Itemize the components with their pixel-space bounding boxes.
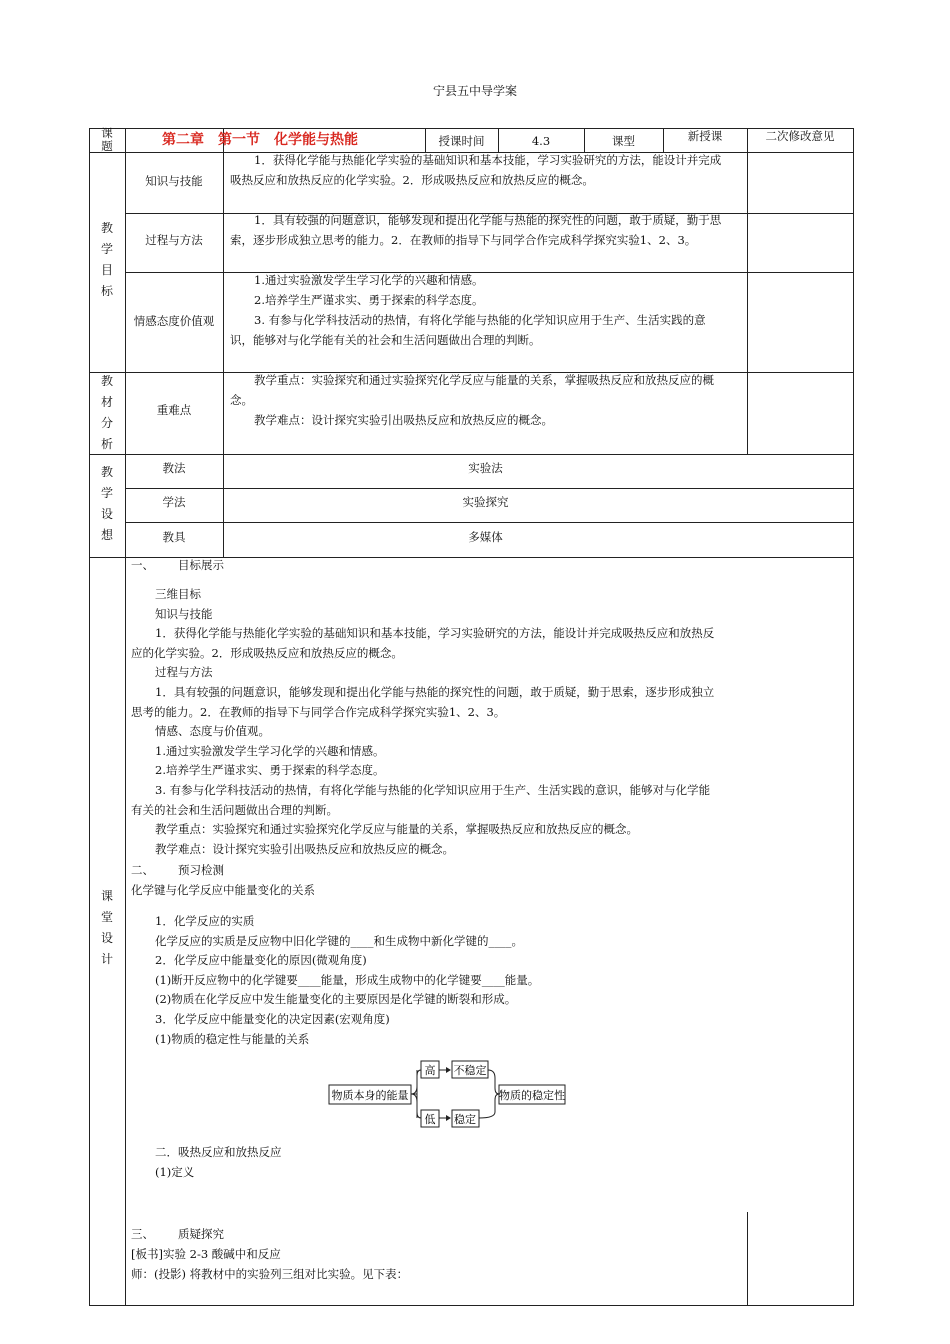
goals-section-label: 教学目标 [100,221,113,298]
lesson-topic: 第二章 第一节 化学能与热能 [162,132,358,148]
section2-number: 二、 [131,863,154,877]
diagram-center-text: 物质本身的能量 [331,1089,409,1102]
diagram-unstable-text: 不稳定 [453,1064,487,1077]
goal-label-emotion: 情感态度价值观 [133,314,215,328]
topic-label: 课题 [101,126,113,153]
diagram-low-text: 低 [424,1113,436,1126]
classroom-section-label: 课堂设计 [100,889,113,966]
design-section-label: 教学设想 [100,465,113,542]
type-value: 新授课 [687,129,723,143]
section3-number: 三、 [131,1227,154,1241]
section1-number: 一、 [131,558,154,572]
time-value: 4.3 [531,134,551,148]
design-label-tools: 教具 [162,530,186,544]
diagram-stable-text: 稳定 [454,1113,476,1126]
design-value-learning: 实验探究 [462,495,509,509]
design-value-tools: 多媒体 [468,530,503,544]
section2-title: 预习检测 [178,863,224,877]
section3-text: [板书]实验 2-3 酸碱中和反应 师：(投影) 将教材中的实验列三组对比实验。见下表： [131,1247,409,1281]
goal-label-process: 过程与方法 [145,233,203,247]
diagram-result-text: 物质的稳定性 [499,1089,565,1102]
revision-label: 二次修改意见 [765,129,835,143]
design-value-method: 实验法 [468,461,503,475]
section1-title: 目标展示 [178,558,224,572]
analysis-label: 重难点 [156,403,192,417]
goal-process-text: 1．具有较强的问题意识，能够发现和提出化学能与热能的探究性的问题，敢于质疑，勤于思 索，逐步形成独立思考的能力。2．在教师的指导下与同学合作完成科学探究实验1、2、3。 [230,213,722,247]
section2b-text: 二．吸热反应和放热反应 (1)定义 [155,1145,282,1179]
section3-title: 质疑探究 [178,1227,224,1241]
design-label-learning: 学法 [162,495,186,509]
section2-subtitle: 化学键与化学反应中能量变化的关系 [131,883,315,897]
analysis-section-label: 教材分析 [100,374,113,451]
stability-diagram [325,1056,575,1131]
goals-display-text: 三维目标 知识与技能 1．获得化学能与热能化学实验的基础知识和基本技能，学习实验研究的方法，能设计并完成吸热反应和放热反 应的化学实验。2．形成吸热反应和放热反应的概念。 过程与方法 1．具有较强的问题意识，能够发现和提出化学能与热能的探究性的问题，敢于质疑，勤于思索，逐步形成独立 思考的能力。2．在教师的指导下与同学合作完成科学探究实验1、2、3。 情感、态度与价值观。 1.通过实验激发学生学习化学的兴趣和情感。 2.培养学生严谨求实、勇于探索的科学态度。 3. 有参与化学科技活动的热情，有将化学能与热能的化学知识应用于生产、生活实践的意识，能够对与化学能 有关的社会和生活问题做出合理的判断。 教学重点：实验探究和通过实验探究化学反应与能量的关系，掌握吸热反应和放热反应的概念。 教学难点：设计探究实验引出吸热反应和放热反应的概念。 [131,587,715,856]
time-label: 授课时间 [438,134,485,148]
goal-label-knowledge: 知识与技能 [145,174,203,188]
design-label-method: 教法 [162,461,186,475]
goal-emotion-text: 1.通过实验激发学生学习化学的兴趣和情感。 2.培养学生严谨求实、勇于探索的科学态度。 3. 有参与化学科技活动的热情，有将化学能与热能的化学知识应用于生产、生活实践的意 识，能够对与化学能有关的社会和生活问题做出合理的判断。 [230,273,706,347]
type-label: 课型 [612,134,635,148]
goal-knowledge-text: 1．获得化学能与热能化学实验的基础知识和基本技能，学习实验研究的方法，能设计并完成 吸热反应和放热反应的化学实验。2．形成吸热反应和放热反应的概念。 [230,153,722,187]
preview-text: 1．化学反应的实质 化学反应的实质是反应物中旧化学键的____和生成物中新化学键的____。 2．化学反应中能量变化的原因(微观角度) (1)断开反应物中的化学键要____能量，形成生成物中的化学键要____能量。 (2)物质在化学反应中发生能量变化的主要原因是化学键的断裂和形成。 3．化学反应中能量变化的决定因素(宏观角度) (1)物质的稳定性与能量的关系 [155,914,540,1046]
analysis-text: 教学重点：实验探究和通过实验探究化学反应与能量的关系，掌握吸热反应和放热反应的概 念。 教学难点：设计探究实验引出吸热反应和放热反应的概念。 [230,373,714,427]
page-title: 宁县五中导学案 [432,84,517,98]
diagram-high-text: 高 [424,1064,436,1077]
